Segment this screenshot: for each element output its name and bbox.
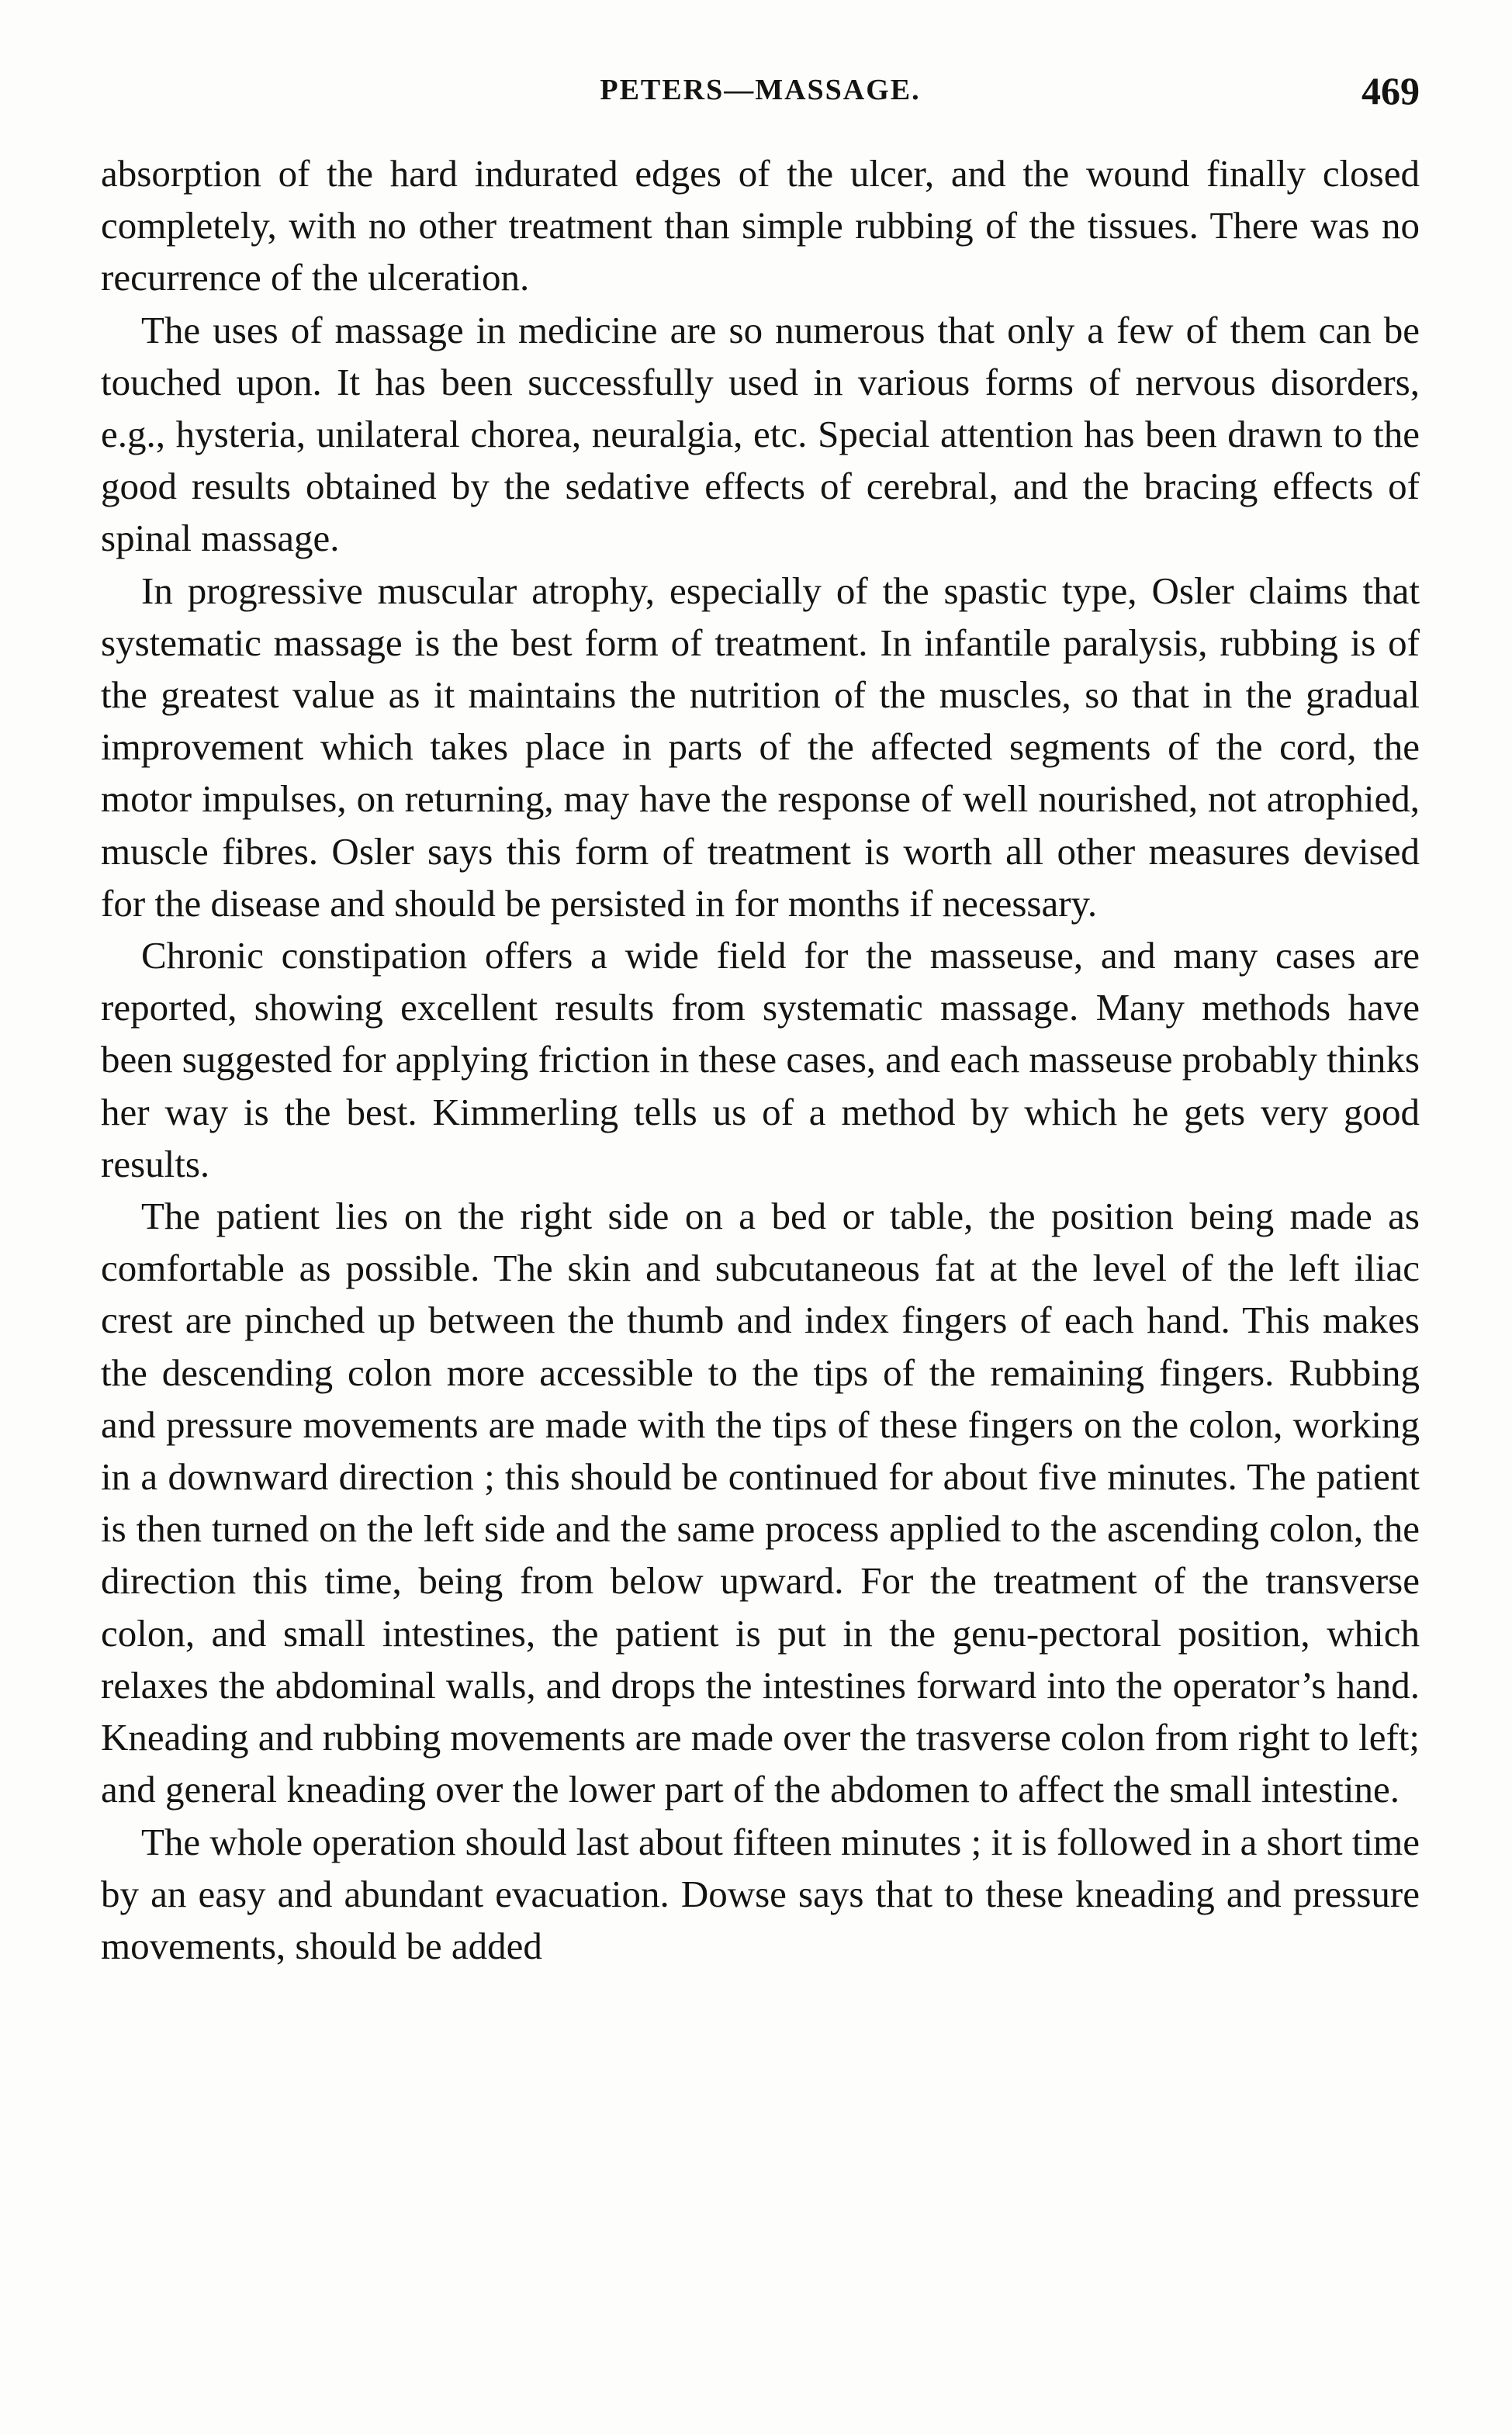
paragraph-muscular-atrophy: In progressive muscular atrophy, especially of the spastic type, Osler claims that systematic massage is the best form of treatment. In infantile paralysis, rubbing is of the greatest value as it maintains the nutrition of the muscles, so that in the gradual improvement which takes place in parts of the affected segments of the cord, the motor impulses, on returning, may have the response of well nourished, not atrophied, muscle fibres. Osler says this form of treatment is worth all other measures devised for the disease and should be persisted in for months if necessary. [101,569,1420,925]
paragraph-operation-duration: The whole operation should last about fifteen minutes ; it is followed in a short time by an easy and abundant evacuation. Dowse says that to these kneading and pressure movements, should be added [101,1820,1420,1967]
paragraph-nervous-disorders: The uses of massage in medicine are so numerous that only a few of them can be touched upon. It has been successfully used in various forms of nervous disorders, e.g., hysteria, unilateral chorea, neuralgia, etc. Special attention has been drawn to the good results obtained by the sedative effects of cerebral, and the bracing effects of spinal massage. [101,308,1420,560]
page-number: 469 [1361,69,1420,112]
paragraph-kimmerling-method: The patient lies on the right side on a bed or table, the position being made as comfortable as possible. The skin and subcutaneous fat at the level of the left iliac crest are pinched up between the thumb and index fingers of each hand. This makes the descending colon more accessible to the tips of the remaining fingers. Rubbing and pressure movements are made with the tips of these fingers on the colon, working in a downward direction ; this should be continued for about five minutes. The patient is then turned on the left side and the same process applied to the ascending colon, the direction this time, being from below upward. For the treatment of the transverse colon, and small intestines, the patient is put in the genu-pectoral position, which relaxes the abdominal walls, and drops the intestines forward into the operator’s hand. Kneading and rubbing movements are made over the trasverse colon from right to left; and general kneading over the lower part of the abdomen to affect the small intestine. [101,1195,1420,1811]
body-text [101,147,1420,1972]
paragraph-ulcer-continuation: absorption of the hard indurated edges of the ulcer, and the wound finally closed completely, with no other treatment than simple rubbing of the tissues. There was no recurrence of the ulceration. [101,152,1420,299]
running-head [101,68,1420,115]
running-title: PETERS—MASSAGE. [600,74,921,106]
paragraph-chronic-constipation: Chronic constipation offers a wide field for the masseuse, and many cases are reported, showing excellent results from systematic massage. Many methods have been suggested for applying friction in these cases, and each masseuse probably thinks her way is the best. Kimmerling tells us of a method by which he gets very good results. [101,934,1420,1185]
